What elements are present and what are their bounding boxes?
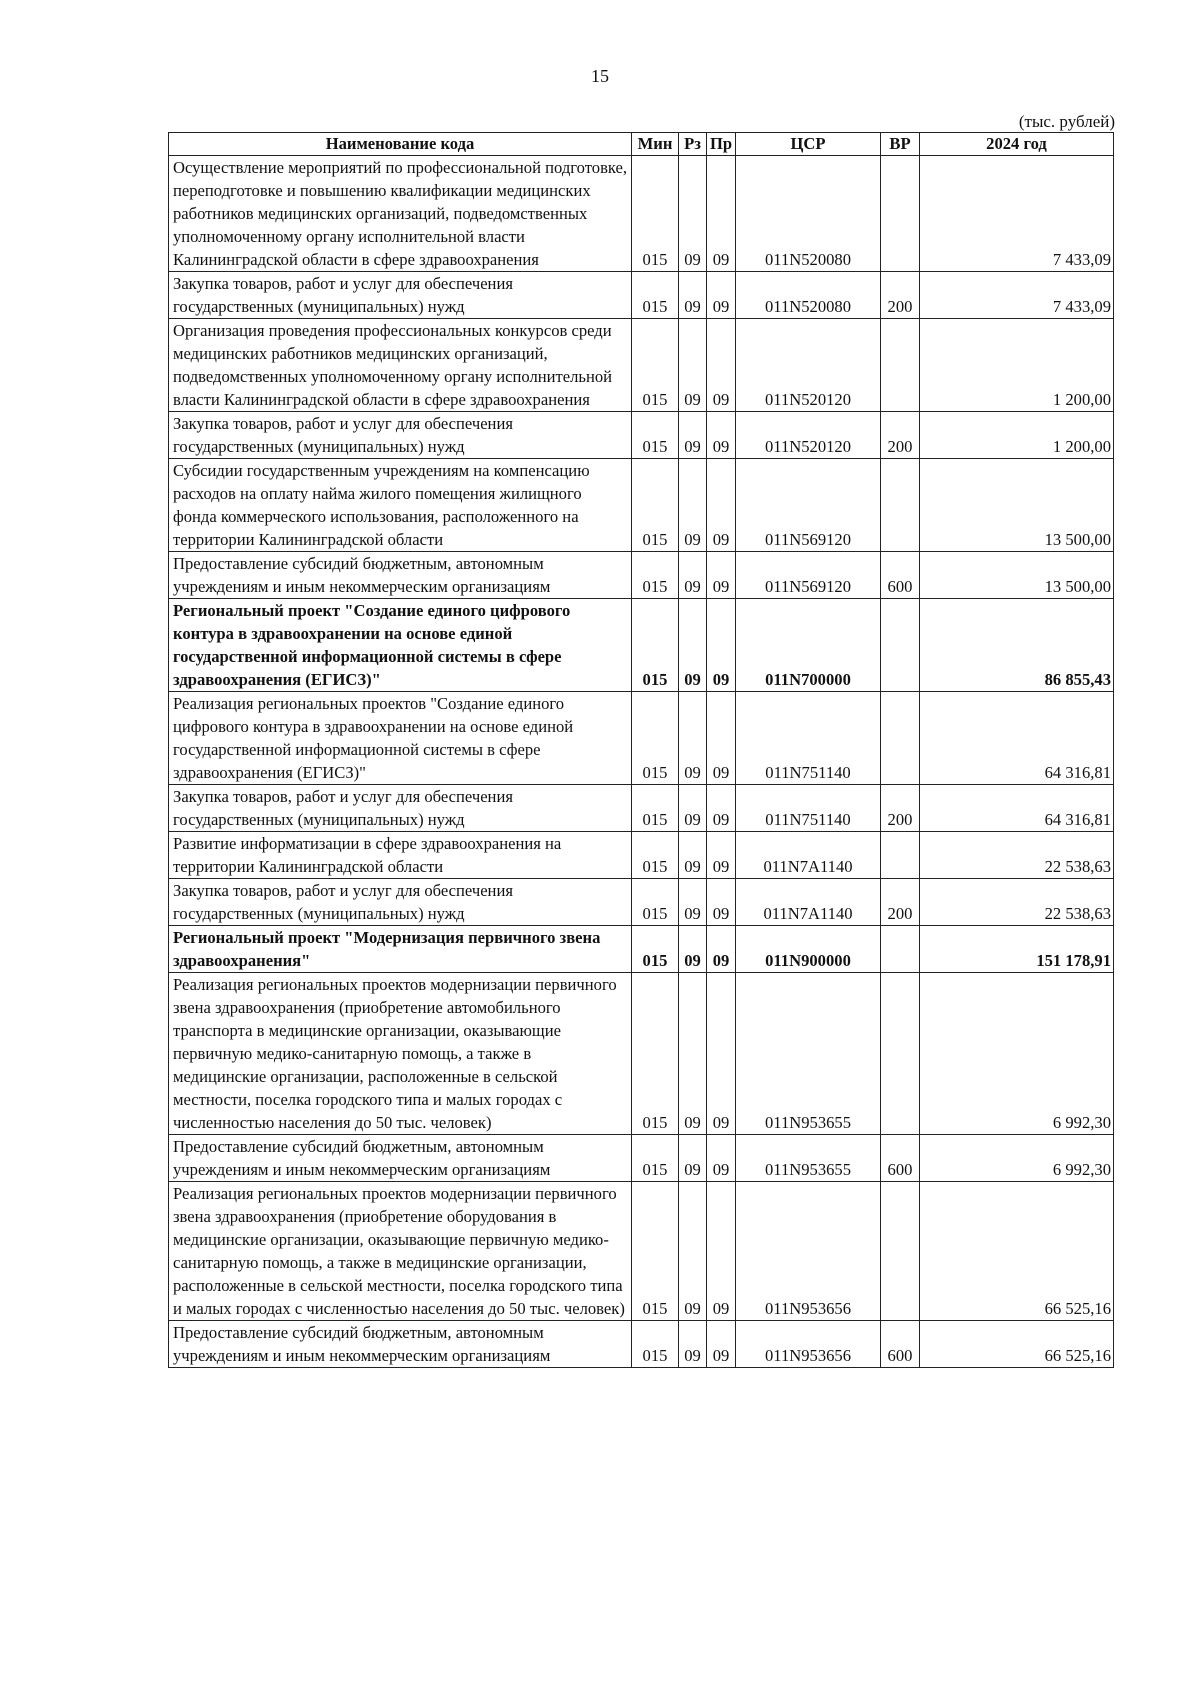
cell-vr: 600	[881, 1321, 920, 1368]
cell-rz: 09	[679, 599, 707, 692]
cell-csr: 011N953655	[736, 973, 881, 1135]
cell-min: 015	[632, 692, 679, 785]
table-row	[169, 973, 1114, 1135]
cell-amount: 6 992,30	[920, 1135, 1114, 1182]
cell-rz: 09	[679, 692, 707, 785]
cell-csr: 011N569120	[736, 459, 881, 552]
cell-csr: 011N520120	[736, 412, 881, 459]
cell-amount: 66 525,16	[920, 1182, 1114, 1321]
cell-vr	[881, 973, 920, 1135]
cell-pr: 09	[707, 459, 736, 552]
cell-name: Предоставление субсидий бюджетным, автономным учреждениям и иным некоммерческим организациям	[169, 1135, 632, 1182]
cell-vr: 200	[881, 785, 920, 832]
unit-note: (тыс. рублей)	[1018, 112, 1115, 131]
cell-name: Реализация региональных проектов модернизации первичного звена здравоохранения (приобретение оборудования в медицинские организации, оказывающие первичную медико-санитарную помощь, а также в медицинские организации, расположенные в сельской местности, поселка городского типа и малых городах с численностью населения до 50 тыс. человек)	[169, 1182, 632, 1321]
cell-min: 015	[632, 319, 679, 412]
cell-pr: 09	[707, 1182, 736, 1321]
table-row	[169, 879, 1114, 926]
cell-pr: 09	[707, 785, 736, 832]
cell-pr: 09	[707, 692, 736, 785]
cell-vr	[881, 459, 920, 552]
cell-pr: 09	[707, 973, 736, 1135]
cell-csr: 011N7A1140	[736, 879, 881, 926]
cell-csr: 011N520120	[736, 319, 881, 412]
cell-csr: 011N7A1140	[736, 832, 881, 879]
cell-amount: 7 433,09	[920, 156, 1114, 272]
cell-name: Реализация региональных проектов модернизации первичного звена здравоохранения (приобретение автомобильного транспорта в медицинские организации, оказывающие первичную медико-санитарную помощь, а также в медицинские организации, расположенные в сельской местности, поселка городского типа и малых городах с численностью населения до 50 тыс. человек)	[169, 973, 632, 1135]
cell-csr: 011N751140	[736, 785, 881, 832]
cell-amount: 13 500,00	[920, 459, 1114, 552]
cell-min: 015	[632, 272, 679, 319]
cell-min: 015	[632, 156, 679, 272]
page-number: 15	[591, 66, 609, 86]
cell-amount: 1 200,00	[920, 412, 1114, 459]
cell-name: Субсидии государственным учреждениям на компенсацию расходов на оплату найма жилого помещения жилищного фонда коммерческого использования, расположенного на территории Калининградской области	[169, 459, 632, 552]
cell-rz: 09	[679, 832, 707, 879]
cell-amount: 66 525,16	[920, 1321, 1114, 1368]
header-name: Наименование кода	[169, 133, 632, 156]
cell-name: Реализация региональных проектов "Создание единого цифрового контура в здравоохранении на основе единой государственной информационной системы в сфере здравоохранения (ЕГИСЗ)"	[169, 692, 632, 785]
cell-amount: 64 316,81	[920, 785, 1114, 832]
cell-min: 015	[632, 1321, 679, 1368]
cell-rz: 09	[679, 1135, 707, 1182]
cell-min: 015	[632, 832, 679, 879]
table-row	[169, 156, 1114, 272]
cell-rz: 09	[679, 319, 707, 412]
cell-pr: 09	[707, 599, 736, 692]
cell-rz: 09	[679, 1321, 707, 1368]
table-row	[169, 1321, 1114, 1368]
cell-min: 015	[632, 785, 679, 832]
cell-pr: 09	[707, 832, 736, 879]
cell-amount: 151 178,91	[920, 926, 1114, 973]
cell-rz: 09	[679, 879, 707, 926]
cell-pr: 09	[707, 879, 736, 926]
cell-min: 015	[632, 412, 679, 459]
cell-min: 015	[632, 973, 679, 1135]
table-body	[169, 156, 1114, 1368]
cell-amount: 13 500,00	[920, 552, 1114, 599]
table-row	[169, 459, 1114, 552]
cell-rz: 09	[679, 272, 707, 319]
cell-vr	[881, 926, 920, 973]
table-header-row	[169, 133, 1114, 156]
cell-csr: 011N520080	[736, 156, 881, 272]
cell-csr: 011N569120	[736, 552, 881, 599]
cell-min: 015	[632, 1182, 679, 1321]
table-row	[169, 412, 1114, 459]
cell-amount: 22 538,63	[920, 879, 1114, 926]
cell-csr: 011N953655	[736, 1135, 881, 1182]
cell-csr: 011N900000	[736, 926, 881, 973]
cell-pr: 09	[707, 1135, 736, 1182]
cell-rz: 09	[679, 973, 707, 1135]
table-row	[169, 599, 1114, 692]
cell-vr: 200	[881, 879, 920, 926]
cell-vr: 600	[881, 1135, 920, 1182]
cell-name: Организация проведения профессиональных конкурсов среди медицинских работников медицинских организаций, подведомственных уполномоченному органу исполнительной власти Калининградской области в сфере здравоохранения	[169, 319, 632, 412]
cell-vr	[881, 1182, 920, 1321]
header-csr: ЦСР	[736, 133, 881, 156]
cell-amount: 7 433,09	[920, 272, 1114, 319]
cell-pr: 09	[707, 1321, 736, 1368]
cell-min: 015	[632, 1135, 679, 1182]
cell-csr: 011N751140	[736, 692, 881, 785]
cell-csr: 011N700000	[736, 599, 881, 692]
cell-vr	[881, 599, 920, 692]
cell-min: 015	[632, 926, 679, 973]
cell-rz: 09	[679, 459, 707, 552]
cell-name: Осуществление мероприятий по профессиональной подготовке, переподготовке и повышению квалификации медицинских работников медицинских организаций, подведомственных уполномоченному органу исполнительной власти Калининградской области в сфере здравоохранения	[169, 156, 632, 272]
table-row	[169, 1135, 1114, 1182]
table-row	[169, 692, 1114, 785]
cell-name: Закупка товаров, работ и услуг для обеспечения государственных (муниципальных) нужд	[169, 785, 632, 832]
table-row	[169, 552, 1114, 599]
table-row	[169, 1182, 1114, 1321]
cell-vr	[881, 692, 920, 785]
cell-rz: 09	[679, 156, 707, 272]
cell-rz: 09	[679, 1182, 707, 1321]
cell-rz: 09	[679, 412, 707, 459]
cell-vr	[881, 832, 920, 879]
cell-vr	[881, 156, 920, 272]
cell-vr: 200	[881, 272, 920, 319]
cell-amount: 64 316,81	[920, 692, 1114, 785]
table-row	[169, 926, 1114, 973]
cell-min: 015	[632, 599, 679, 692]
cell-pr: 09	[707, 552, 736, 599]
table-row	[169, 272, 1114, 319]
cell-min: 015	[632, 552, 679, 599]
cell-amount: 86 855,43	[920, 599, 1114, 692]
header-vr: ВР	[881, 133, 920, 156]
header-year: 2024 год	[920, 133, 1114, 156]
budget-table	[168, 132, 1114, 1368]
cell-name: Региональный проект "Модернизация первичного звена здравоохранения"	[169, 926, 632, 973]
cell-pr: 09	[707, 926, 736, 973]
table-row	[169, 785, 1114, 832]
cell-vr: 600	[881, 552, 920, 599]
cell-pr: 09	[707, 272, 736, 319]
cell-min: 015	[632, 459, 679, 552]
cell-name: Закупка товаров, работ и услуг для обеспечения государственных (муниципальных) нужд	[169, 879, 632, 926]
cell-pr: 09	[707, 319, 736, 412]
cell-csr: 011N953656	[736, 1182, 881, 1321]
cell-amount: 1 200,00	[920, 319, 1114, 412]
cell-name: Закупка товаров, работ и услуг для обеспечения государственных (муниципальных) нужд	[169, 272, 632, 319]
cell-csr: 011N953656	[736, 1321, 881, 1368]
cell-name: Предоставление субсидий бюджетным, автономным учреждениям и иным некоммерческим организациям	[169, 1321, 632, 1368]
cell-rz: 09	[679, 552, 707, 599]
cell-rz: 09	[679, 926, 707, 973]
header-rz: Рз	[679, 133, 707, 156]
cell-pr: 09	[707, 412, 736, 459]
cell-name: Предоставление субсидий бюджетным, автономным учреждениям и иным некоммерческим организациям	[169, 552, 632, 599]
cell-min: 015	[632, 879, 679, 926]
table-row	[169, 319, 1114, 412]
cell-name: Региональный проект "Создание единого цифрового контура в здравоохранении на основе единой государственной информационной системы в сфере здравоохранения (ЕГИСЗ)"	[169, 599, 632, 692]
cell-csr: 011N520080	[736, 272, 881, 319]
header-pr: Пр	[707, 133, 736, 156]
cell-rz: 09	[679, 785, 707, 832]
cell-amount: 6 992,30	[920, 973, 1114, 1135]
cell-vr	[881, 319, 920, 412]
cell-name: Закупка товаров, работ и услуг для обеспечения государственных (муниципальных) нужд	[169, 412, 632, 459]
table-row	[169, 832, 1114, 879]
cell-name: Развитие информатизации в сфере здравоохранения на территории Калининградской области	[169, 832, 632, 879]
header-min: Мин	[632, 133, 679, 156]
cell-amount: 22 538,63	[920, 832, 1114, 879]
cell-vr: 200	[881, 412, 920, 459]
cell-pr: 09	[707, 156, 736, 272]
